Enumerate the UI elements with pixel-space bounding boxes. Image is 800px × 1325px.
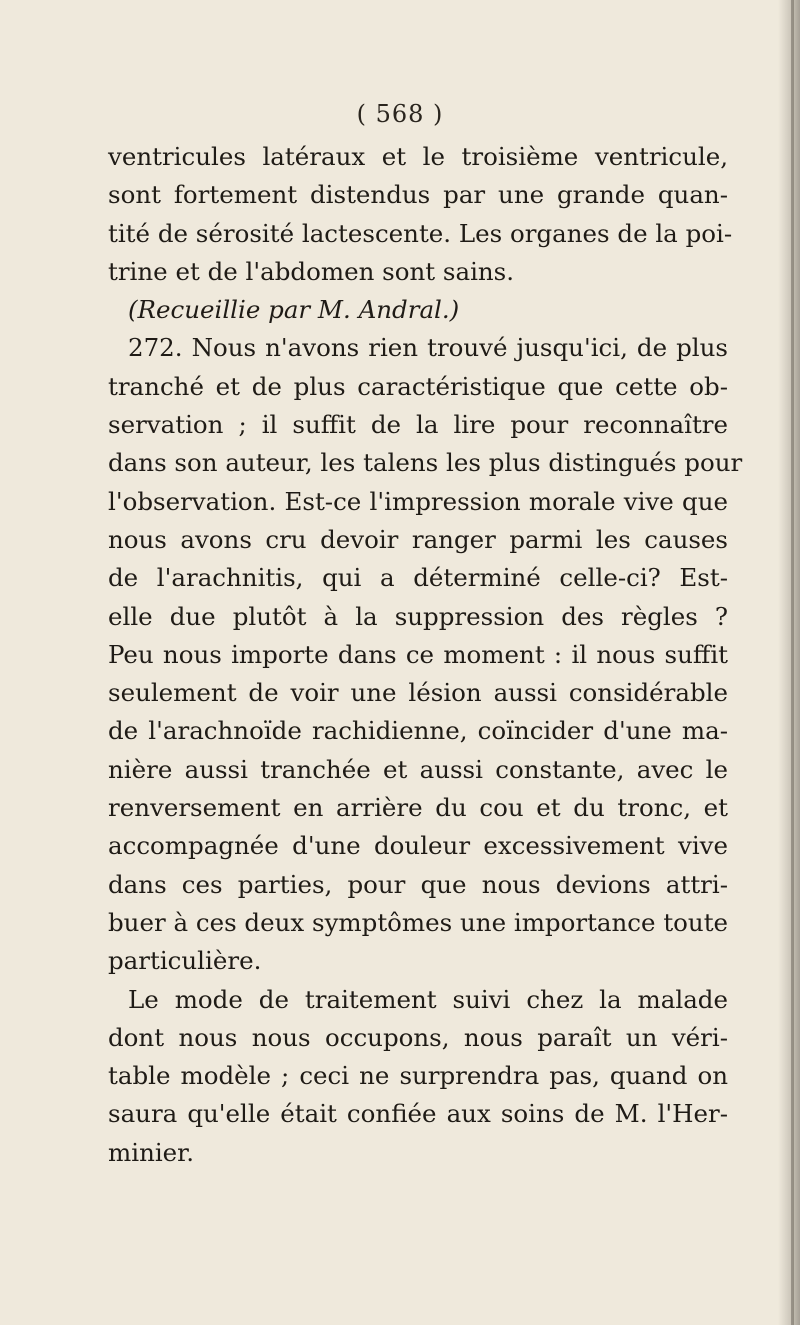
text-line: tité de sérosité lactescente. Les organes de la poi- bbox=[108, 218, 733, 248]
text-line: ventricules latéraux et le troisième ventricule, bbox=[108, 142, 728, 171]
page-edge bbox=[791, 0, 794, 1325]
text-line: sont fortement distendus par une grande quan- bbox=[108, 180, 728, 210]
text-line: l'observation. Est-ce l'impression morale vive que bbox=[108, 486, 728, 516]
text-line: seulement de voir une lésion aussi considérable bbox=[108, 678, 728, 708]
text-line: nière aussi tranchée et aussi constante, avec le bbox=[108, 754, 728, 784]
text-line: servation ; il suffit de la lire pour reconnaître bbox=[108, 410, 728, 440]
text-line: de l'arachnoïde rachidienne, coïncider d'une ma- bbox=[108, 716, 728, 746]
text-line: nous avons cru devoir ranger parmi les causes bbox=[108, 524, 728, 554]
text-line: elle due plutôt à la suppression des règles ? bbox=[108, 601, 728, 631]
page-gutter-shadow bbox=[778, 0, 800, 1325]
text-line: dont nous nous occupons, nous paraît un véri- bbox=[108, 1022, 728, 1052]
text-line: Le mode de traitement suivi chez la malade bbox=[128, 984, 728, 1014]
body-text bbox=[108, 138, 743, 1172]
attribution-line: (Recueillie par M. Andral.) bbox=[128, 295, 460, 325]
text-line: minier. bbox=[108, 1137, 194, 1167]
text-line: accompagnée d'une douleur excessivement vive bbox=[108, 831, 728, 861]
text-line: dans ces parties, pour que nous devions attri- bbox=[108, 869, 728, 899]
text-line: table modèle ; ceci ne surprendra pas, quand on bbox=[108, 1061, 728, 1091]
text-line: 272. Nous n'avons rien trouvé jusqu'ici, de plus bbox=[128, 333, 728, 363]
page-number: ( 568 ) bbox=[356, 100, 444, 128]
text-line: renversement en arrière du cou et du tronc, et bbox=[108, 793, 728, 823]
text-line: de l'arachnitis, qui a déterminé celle-ci? Est- bbox=[108, 563, 728, 593]
text-line: tranché et de plus caractéristique que cette ob- bbox=[108, 371, 728, 401]
text-line: buer à ces deux symptômes une importance toute bbox=[108, 907, 729, 937]
text-line: trine et de l'abdomen sont sains. bbox=[108, 256, 515, 286]
text-line: Peu nous importe dans ce moment : il nous suffit bbox=[108, 639, 728, 669]
text-line: particulière. bbox=[108, 946, 262, 976]
text-line: saura qu'elle était confiée aux soins de M. l'Her- bbox=[108, 1099, 728, 1129]
text-line: dans son auteur, les talens les plus distingués pour bbox=[108, 448, 743, 478]
